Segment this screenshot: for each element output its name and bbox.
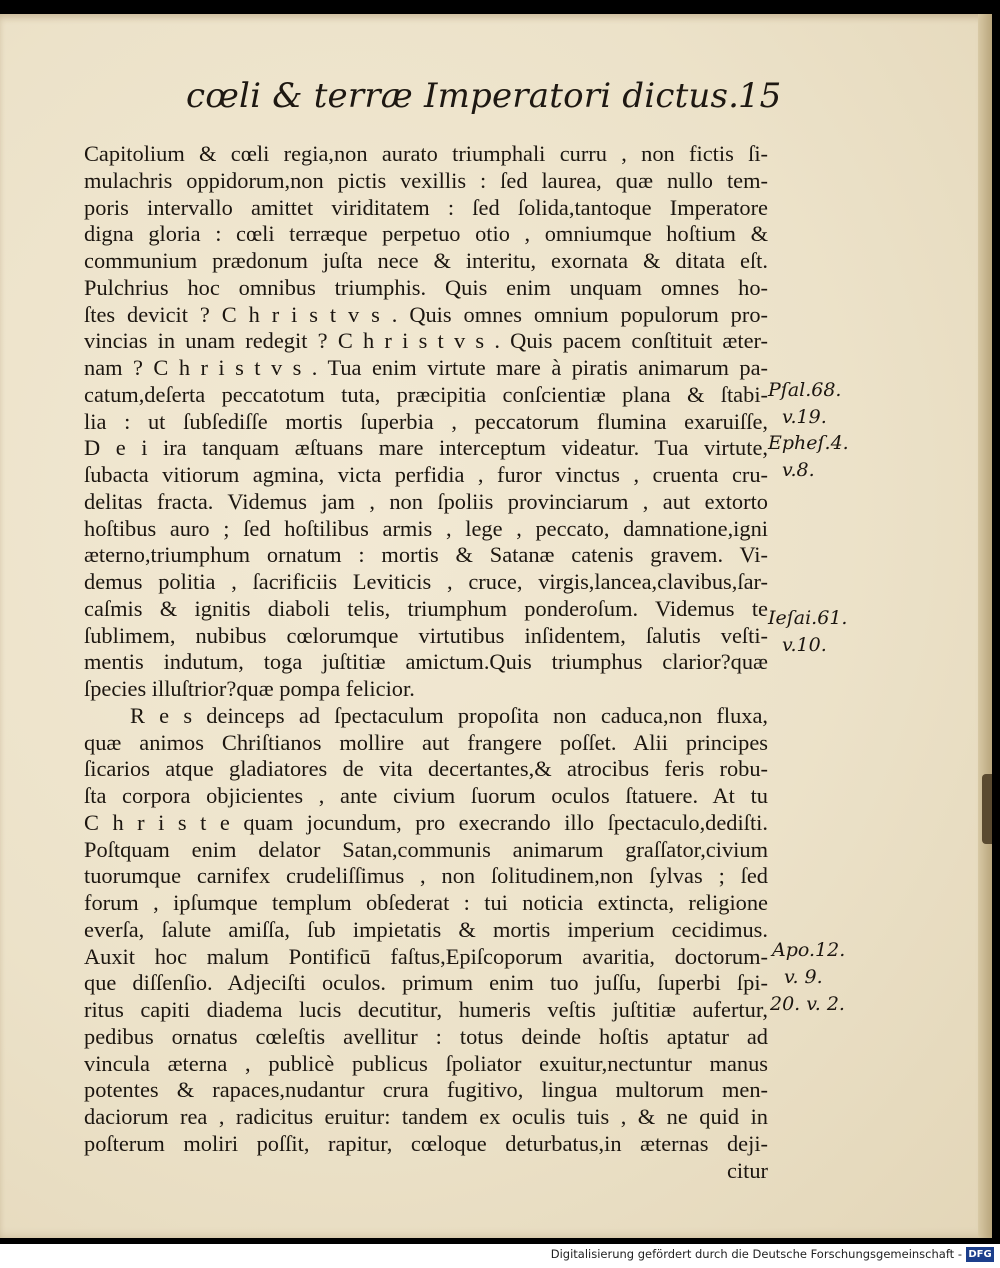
text-line: D e i ira tanquam æſtuans mare interceptum videatur. Tua virtute, [84, 435, 768, 461]
margin-note: v. 9. [784, 966, 823, 988]
text-line: ſublimem, nubibus cœlorumque virtutibus inſidentem, ſalutis veſti- [84, 622, 768, 648]
text-line: que diſſenſio. Adjeciſti oculos. primum enim tuo juſſu, ſuperbi ſpi- [84, 970, 768, 996]
margin-note: Epheſ.4. [768, 432, 849, 454]
catchword: citur [726, 1157, 768, 1183]
text-line: potentes & rapaces,nudantur crura fugitivo, lingua multorum men- [84, 1077, 768, 1103]
text-line: mulachris oppidorum,non pictis vexillis : ſed laurea, quæ nullo tem- [84, 167, 768, 193]
text-line: ſtes devicit ? C h r i s t v s . Quis omnes omnium populorum pro- [84, 301, 768, 327]
margin-note: Apo.12. [772, 939, 846, 961]
margin-note: Pſal.68. [768, 379, 842, 401]
text-line: mentis indutum, toga juſtitiæ amictum.Quis triumphus clarior?quæ [84, 649, 768, 675]
text-line: ſpecies illuſtrior?quæ pompa felicior. [84, 676, 415, 701]
text-line: demus politia , ſacrificiis Leviticis , cruce, virgis,lancea,clavibus,ſar- [84, 569, 768, 594]
text-line: lia : ut ſubſediſſe mortis ſuperbia , peccatorum flumina exaruiſſe, [84, 408, 768, 434]
text-line: Capitolium & cœli regia,non aurato triumphali curru , non fictis ſi- [84, 141, 768, 166]
text-line: ſta corpora objicientes , ante civium ſuorum oculos ſtatuere. At tu [84, 783, 768, 808]
text-line: R e s deinceps ad ſpectaculum propoſita non caduca,non fluxa, [130, 702, 768, 728]
text-line: catum,deſerta peccatotum tuta, præcipitia conſcientiæ plana & ſtabi- [84, 381, 768, 407]
text-line: everſa, ſalute amiſſa, ſub impietatis & mortis imperium cecidimus. [84, 916, 768, 942]
body-text [84, 141, 768, 1184]
text-line: æterno,triumphum ornatum : mortis & Satanæ catenis gravem. Vi- [84, 542, 768, 568]
text-line: C h r i s t e quam jocundum, pro execrando illo ſpectaculo,dediſti. [84, 809, 768, 835]
margin-note: Ieſai.61. [768, 607, 848, 629]
text-line: Poſtquam enim delator Satan,communis animarum graſſator,civium [84, 836, 768, 862]
funding-credit: Digitalisierung gefördert durch die Deutsche Forschungsgemeinschaft - [550, 1247, 962, 1261]
page-number: 15 [738, 76, 782, 116]
text-line: hoſtibus auro ; ſed hoſtilibus armis , lege , peccato, damnatione,igni [84, 515, 768, 541]
margin-note: v.8. [782, 459, 815, 481]
page-edge [978, 14, 992, 1238]
binding-tab [982, 774, 992, 844]
text-line: delitas fracta. Videmus jam , non ſpoliis provinciarum , aut extorto [84, 488, 768, 514]
margin-note: 20. v. 2. [770, 993, 845, 1015]
text-line: communium prædonum juſta nece & interitu, exornata & ditata eſt. [84, 248, 768, 273]
text-line: ſubacta vitiorum agmina, victa perfidia , furor vinctus , cruenta cru- [84, 462, 768, 487]
text-line: digna gloria : cœli terræque perpetuo otio , omniumque hoſtium & [84, 221, 768, 247]
text-line: Auxit hoc malum Pontificū faſtus,Epiſcoporum avaritia, doctorum- [84, 943, 768, 969]
text-line: pedibus ornatus cœleſtis avellitur : totus deinde hoſtis aptatur ad [84, 1023, 768, 1049]
margin-note: v.10. [782, 634, 827, 656]
text-line: poſterum moliri poſſit, rapitur, cœloque deturbatus,in æternas deji- [84, 1130, 768, 1156]
text-line: daciorum rea , radicitus eruitur: tandem ex oculis tuis , & ne quid in [84, 1104, 768, 1129]
text-line: nam ? C h r i s t v s . Tua enim virtute mare à piratis animarum pa- [84, 355, 768, 380]
text-line: ſicarios atque gladiatores de vita decertantes,& atrocibus feris robu- [84, 756, 768, 782]
text-line: Pulchrius hoc omnibus triumphis. Quis enim unquam omnes ho- [84, 274, 768, 300]
margin-note: v.19. [782, 406, 827, 428]
footer-bar [0, 1244, 1000, 1268]
running-head: cœli & terræ Imperatori dictus. [186, 76, 740, 116]
text-line: tuorumque carnifex crudeliſſimus , non ſolitudinem,non ſylvas ; ſed [84, 863, 768, 889]
text-line: forum , ipſumque templum obſederat : tui noticia extincta, religione [84, 890, 768, 915]
dfg-logo[interactable]: DFG [966, 1247, 994, 1262]
text-line: caſmis & ignitis diaboli telis, triumphum ponderoſum. Videmus te [84, 595, 768, 621]
text-line: poris intervallo amittet viriditatem : ſed ſolida,tantoque Imperatore [84, 194, 768, 220]
text-line: ritus capiti diadema lucis decutitur, humeris veſtis juſtitiæ aufertur, [84, 997, 768, 1022]
text-line: vincias in unam redegit ? C h r i s t v s . Quis pacem conſtituit æter- [84, 328, 768, 354]
text-line: vincula æterna , publicè publicus ſpoliator exuitur,nectuntur manus [84, 1050, 768, 1076]
book-page [0, 14, 992, 1238]
text-line: quæ animos Chriſtianos mollire aut frangere poſſet. Alii principes [84, 729, 768, 755]
